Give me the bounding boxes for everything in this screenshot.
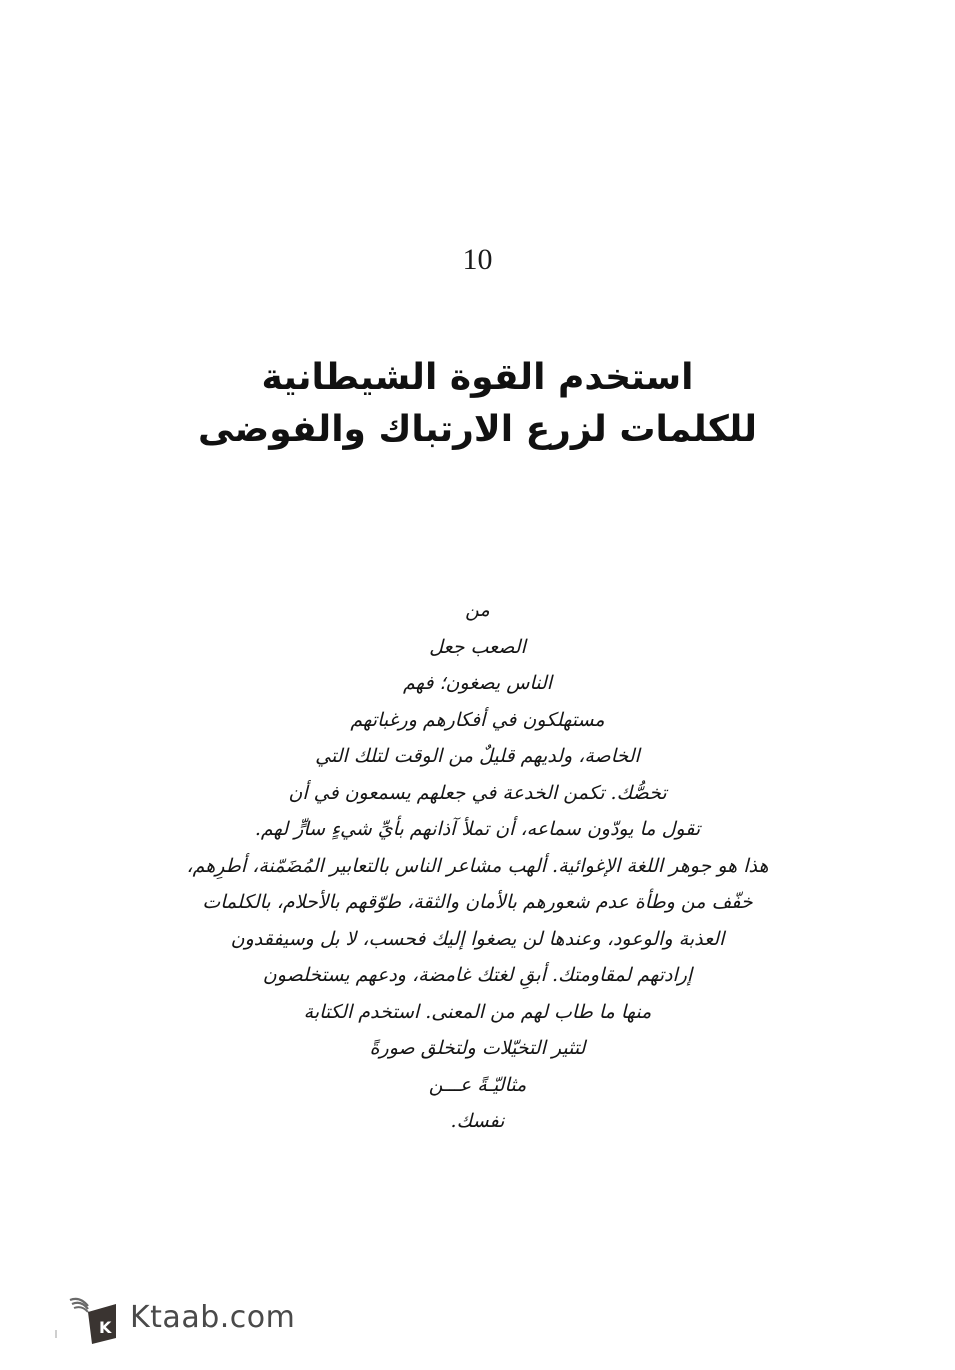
body-line: الصعب جعل [429, 635, 526, 658]
page-edge-mark [55, 1330, 57, 1338]
chapter-title-line-2: للكلمات لزرع الارتباك والفوضى [197, 409, 758, 450]
body-line: الناس يصغون؛ فهم [402, 672, 553, 694]
body-line: العذبة والوعود، وعندها لن يصغوا إليك فحسب، لا بل وسيفقدون [230, 927, 725, 950]
body-line: هذا هو جوهر اللغة الإغوائية. ألهب مشاعر الناس بالتعابير المُضَمّنة، أطرِهم، [186, 854, 769, 877]
chapter-title-line-1: استخدم القوة الشيطانية [261, 357, 694, 398]
book-logo-icon [66, 1290, 120, 1344]
chapter-title [0, 352, 955, 456]
body-line: تخصُّك. تكمن الخدعة في جعلهم يسمعون في أن [288, 781, 667, 804]
body-line: لتثير التخيّلات ولتخلق صورةً [369, 1037, 586, 1059]
chapter-body [0, 592, 955, 1140]
body-line: خفّف من وطأة عدم شعورهم بالأمان والثقة، طوّقهم بالأحلام، بالكلمات [202, 891, 753, 913]
site-name: Ktaab.com [130, 1299, 296, 1335]
body-line: مستهلكون في أفكارهم ورغباتهم [350, 708, 605, 731]
body-line: مثاليّـةً عـــن [428, 1073, 527, 1096]
chapter-number: 10 [462, 243, 493, 276]
body-line: الخاصة، ولديهم قليلٌ من الوقت لتلك التي [315, 745, 640, 767]
body-line: تقول ما يودّون سماعه، أن تملأ آذانهم بأيِّ شيءٍ سارٍّ لهم. [254, 818, 701, 840]
body-line: من [465, 599, 490, 621]
ktaab-logo[interactable] [66, 1290, 295, 1344]
body-line: منها ما طاب لهم من المعنى. استخدم الكتابة [303, 1000, 652, 1023]
svg-text:K: K [99, 1318, 112, 1337]
body-line: إرادتهم لمقاومتك. أبقِ لغتك غامضة، ودعهم يستخلصون [262, 964, 693, 986]
body-line: نفسك. [450, 1110, 505, 1132]
